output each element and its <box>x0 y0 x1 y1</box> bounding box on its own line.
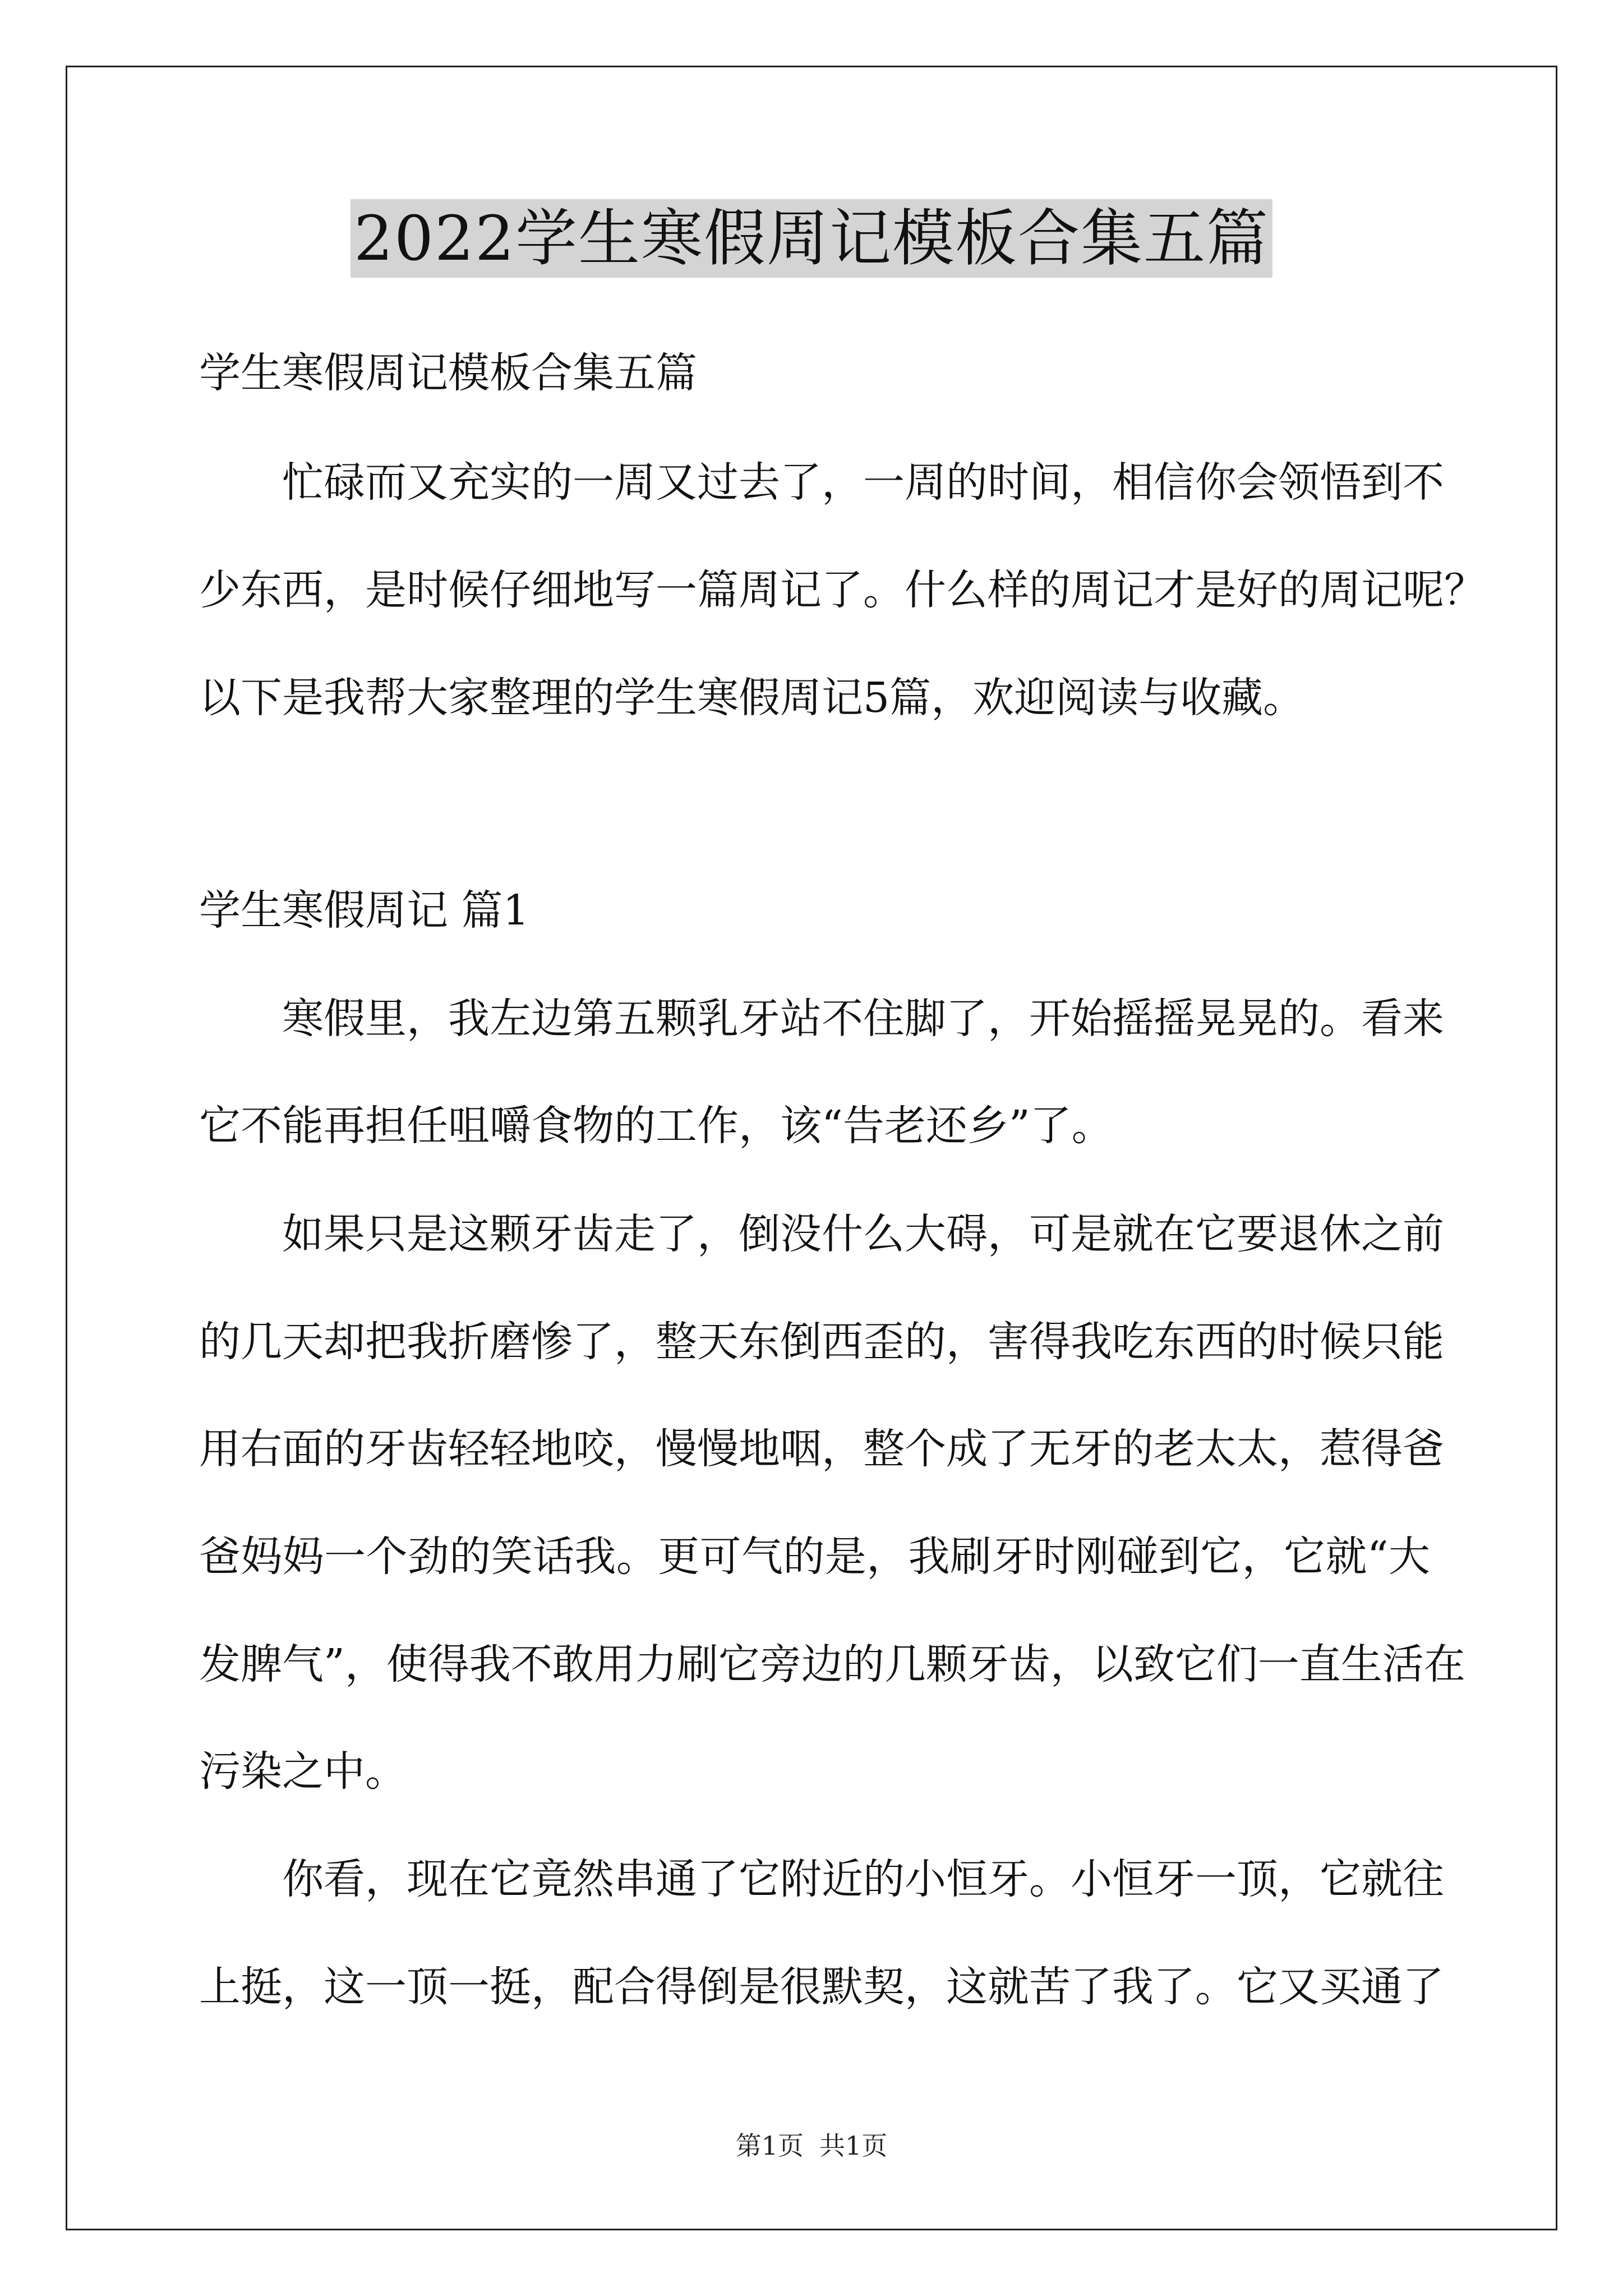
paragraph2-line-5: 发脾气”，使得我不敢用力刷它旁边的几颗牙齿，以致它们一直生活在 <box>199 1640 1465 1688</box>
paragraph3-line-1: 你看，现在它竟然串通了它附近的小恒牙。小恒牙一顶，它就往 <box>282 1855 1444 1903</box>
paragraph2-line-1: 如果只是这颗牙齿走了，倒没什么大碍，可是就在它要退休之前 <box>282 1210 1444 1258</box>
page-number-total: 共1页 <box>819 2131 888 2161</box>
page-footer <box>0 2129 1623 2162</box>
intro-line-3: 以下是我帮大家整理的学生寒假周记5篇，欢迎阅读与收藏。 <box>199 674 1305 722</box>
paragraph3-line-2: 上挺，这一顶一挺，配合得倒是很默契，这就苦了我了。它又买通了 <box>199 1963 1444 2011</box>
document-title: 2022学生寒假周记模板合集五篇 <box>351 199 1272 278</box>
intro-line-1: 忙碌而又充实的一周又过去了，一周的时间，相信你会领悟到不 <box>282 458 1444 507</box>
paragraph2-line-3: 用右面的牙齿轻轻地咬，慢慢地咽，整个成了无牙的老太太，惹得爸 <box>199 1425 1444 1473</box>
intro-line-2: 少东西，是时候仔细地写一篇周记了。什么样的周记才是好的周记呢？ <box>199 566 1486 614</box>
paragraph2-line-6: 污染之中。 <box>199 1747 407 1796</box>
section-heading: 学生寒假周记 篇1 <box>199 886 529 935</box>
paragraph1-line-1: 寒假里，我左边第五颗乳牙站不住脚了，开始摇摇晃晃的。看来 <box>282 995 1444 1043</box>
paragraph2-line-4: 爸妈妈一个劲的笑话我。更可气的是，我刷牙时刚碰到它，它就“大 <box>199 1533 1430 1581</box>
page-number-current: 第1页 <box>735 2131 804 2161</box>
title-wrap <box>0 199 1623 278</box>
paragraph2-line-2: 的几天却把我折磨惨了，整天东倒西歪的，害得我吃东西的时候只能 <box>199 1318 1444 1366</box>
paragraph1-line-2: 它不能再担任咀嚼食物的工作，该“告老还乡”了。 <box>199 1102 1113 1150</box>
document-subtitle: 学生寒假周记模板合集五篇 <box>199 349 697 397</box>
